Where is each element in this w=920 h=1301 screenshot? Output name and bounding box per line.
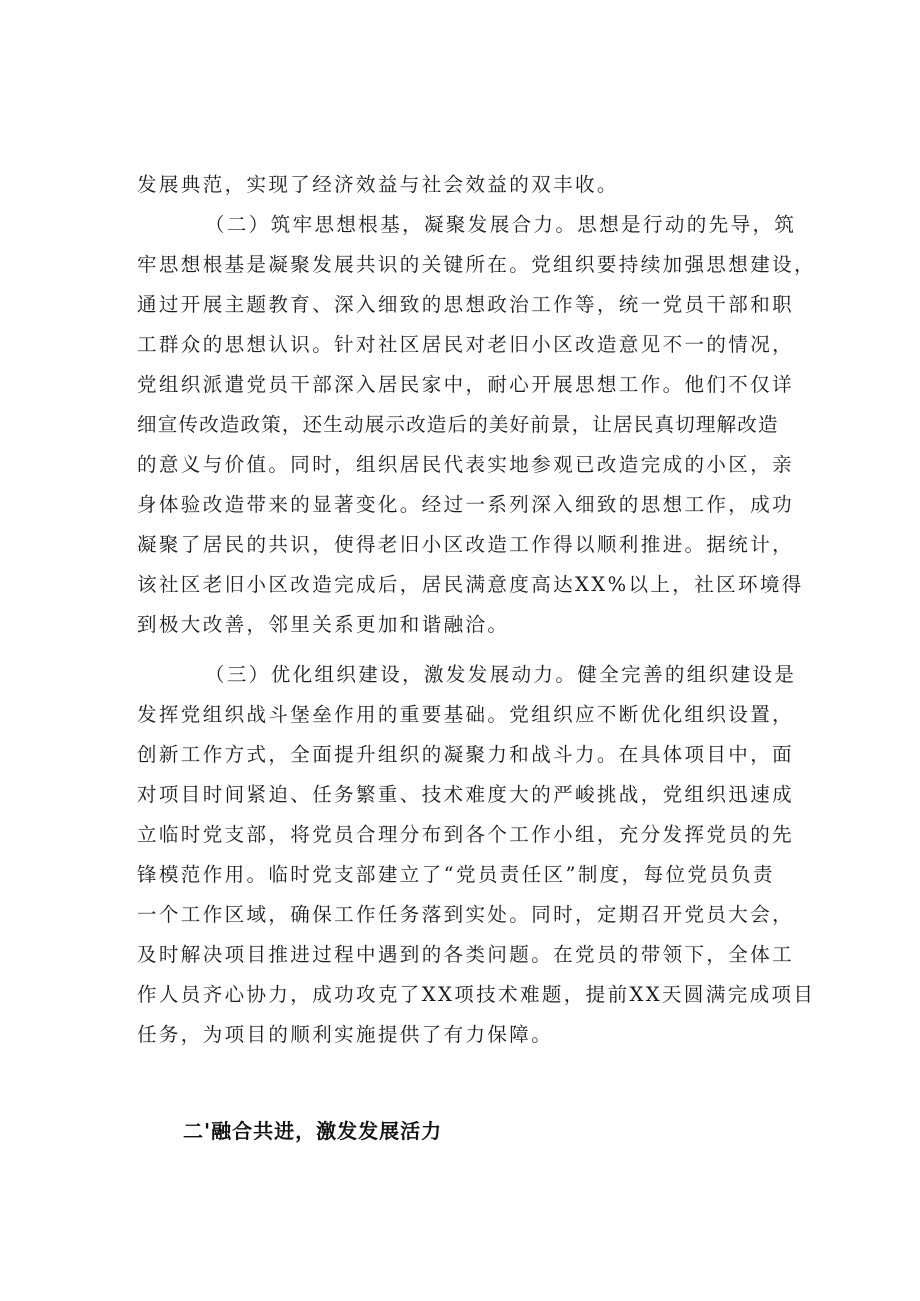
text-line: 牢思想根基是凝聚发展共识的关键所在。党组织要持续加强思想建设， bbox=[137, 253, 816, 276]
text-line: 发挥党组织战斗堡垒作用的重要基础。党组织应不断优化组织设置， bbox=[137, 703, 795, 726]
text-line: 该社区老旧小区改造完成后，居民满意度高达XX%以上，社区环境得 bbox=[137, 573, 804, 596]
text-line: 工群众的思想认识。针对社区居民对老旧小区改造意见不一的情况， bbox=[137, 333, 795, 356]
text-line: 的意义与价值。同时，组织居民代表实地参观已改造完成的小区，亲 bbox=[137, 453, 795, 476]
text-line: 一个工作区域，确保工作任务落到实处。同时，定期召开党员大会， bbox=[137, 903, 795, 926]
paragraph-2-first-line: （二）筑牢思想根基，凝聚发展合力。思想是行动的先导，筑 bbox=[205, 213, 797, 236]
text-line: 细宣传改造政策，还生动展示改造后的美好前景，让居民真切理解改造 bbox=[137, 413, 779, 436]
paragraph-3-first-line: （三）优化组织建设，激发发展动力。健全完善的组织建设是 bbox=[205, 663, 797, 686]
text-line: 凝聚了居民的共识，使得老旧小区改造工作得以顺利推进。据统计， bbox=[137, 533, 795, 556]
section-heading: 二'融合共进，激发发展活力 bbox=[183, 1119, 443, 1143]
text-line: 发展典范，实现了经济效益与社会效益的双丰收。 bbox=[137, 173, 619, 196]
text-line: 党组织派遣党员干部深入居民家中，耐心开展思想工作。他们不仅详 bbox=[137, 373, 795, 396]
text-line: 及时解决项目推进过程中遇到的各类问题。在党员的带领下，全体工 bbox=[137, 943, 795, 966]
text-line: 作人员齐心协力，成功攻克了XX项技术难题，提前XX天圆满完成项目 bbox=[137, 983, 816, 1006]
text-line: 身体验改造带来的显著变化。经过一系列深入细致的思想工作，成功 bbox=[137, 493, 795, 516]
text-line: 立临时党支部，将党员合理分布到各个工作小组，充分发挥党员的先 bbox=[137, 823, 795, 846]
text-line: 到极大改善，邻里关系更加和谐融洽。 bbox=[137, 613, 510, 636]
text-line: 锋模范作用。临时党支部建立了“党员责任区”制度，每位党员负责 bbox=[137, 863, 775, 886]
text-line: 任务，为项目的顺利实施提供了有力保障。 bbox=[137, 1023, 554, 1046]
text-line: 对项目时间紧迫、任务繁重、技术难度大的严峻挑战，党组织迅速成 bbox=[137, 783, 795, 806]
text-line: 创新工作方式，全面提升组织的凝聚力和战斗力。在具体项目中，面 bbox=[137, 743, 795, 766]
text-line: 通过开展主题教育、深入细致的思想政治工作等，统一党员干部和职 bbox=[137, 293, 795, 316]
